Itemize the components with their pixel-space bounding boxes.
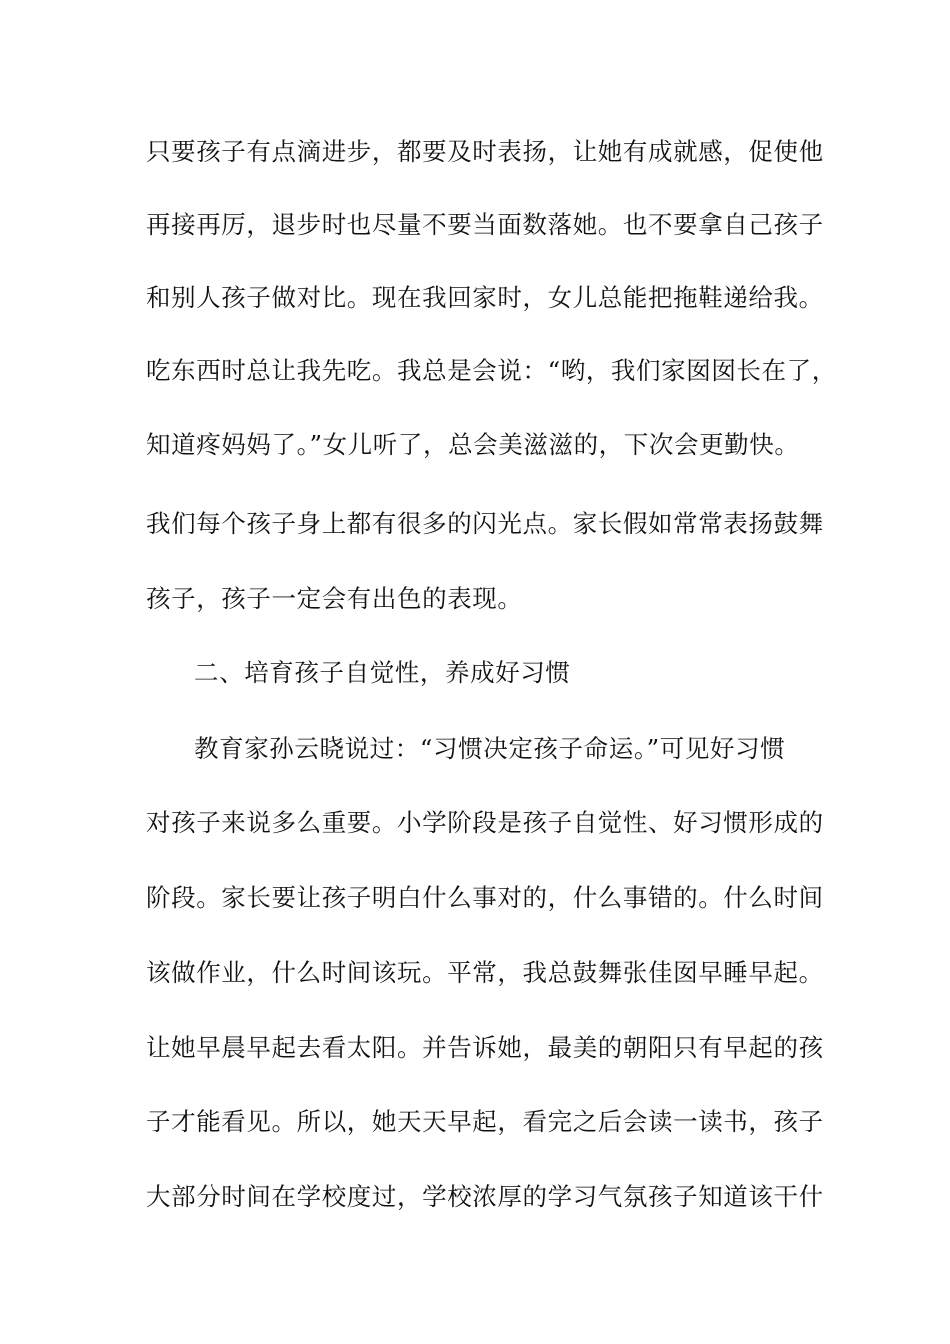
paragraph-line: 我们每个孩子身上都有很多的闪光点。家长假如常常表扬鼓舞 [146,509,824,538]
paragraph-line: 吃东西时总让我先吃。我总是会说：“哟，我们家囡囡长在了， [146,356,837,385]
paragraph-line: 孩子，孩子一定会有出色的表现。 [146,584,523,613]
paragraph-line: 子才能看见。所以，她天天早起，看完之后会读一读书，孩子 [146,1107,824,1136]
paragraph-line: 让她早晨早起去看太阳。并告诉她，最美的朝阳只有早起的孩 [146,1033,824,1062]
paragraph-line: 大部分时间在学校度过，学校浓厚的学习气氛孩子知道该干什 [146,1182,824,1211]
paragraph-line: 该做作业，什么时间该玩。平常，我总鼓舞张佳囡早睡早起。 [146,958,824,987]
section-heading: 二、培育孩子自觉性，养成好习惯 [194,658,571,687]
paragraph-line: 再接再厉，退步时也尽量不要当面数落她。也不要拿自己孩子 [146,210,824,239]
paragraph-line: 知道疼妈妈了。”女儿听了，总会美滋滋的，下次会更勤快。 [146,430,800,459]
paragraph-line: 和别人孩子做对比。现在我回家时，女儿总能把拖鞋递给我。 [146,283,824,312]
paragraph-line: 对孩子来说多么重要。小学阶段是孩子自觉性、好习惯形成的 [146,808,824,837]
paragraph-line: 阶段。家长要让孩子明白什么事对的，什么事错的。什么时间 [146,883,824,912]
paragraph-line: 教育家孙云晓说过：“习惯决定孩子命运。”可见好习惯 [194,734,786,763]
paragraph-line: 只要孩子有点滴进步，都要及时表扬，让她有成就感，促使他 [146,137,824,166]
